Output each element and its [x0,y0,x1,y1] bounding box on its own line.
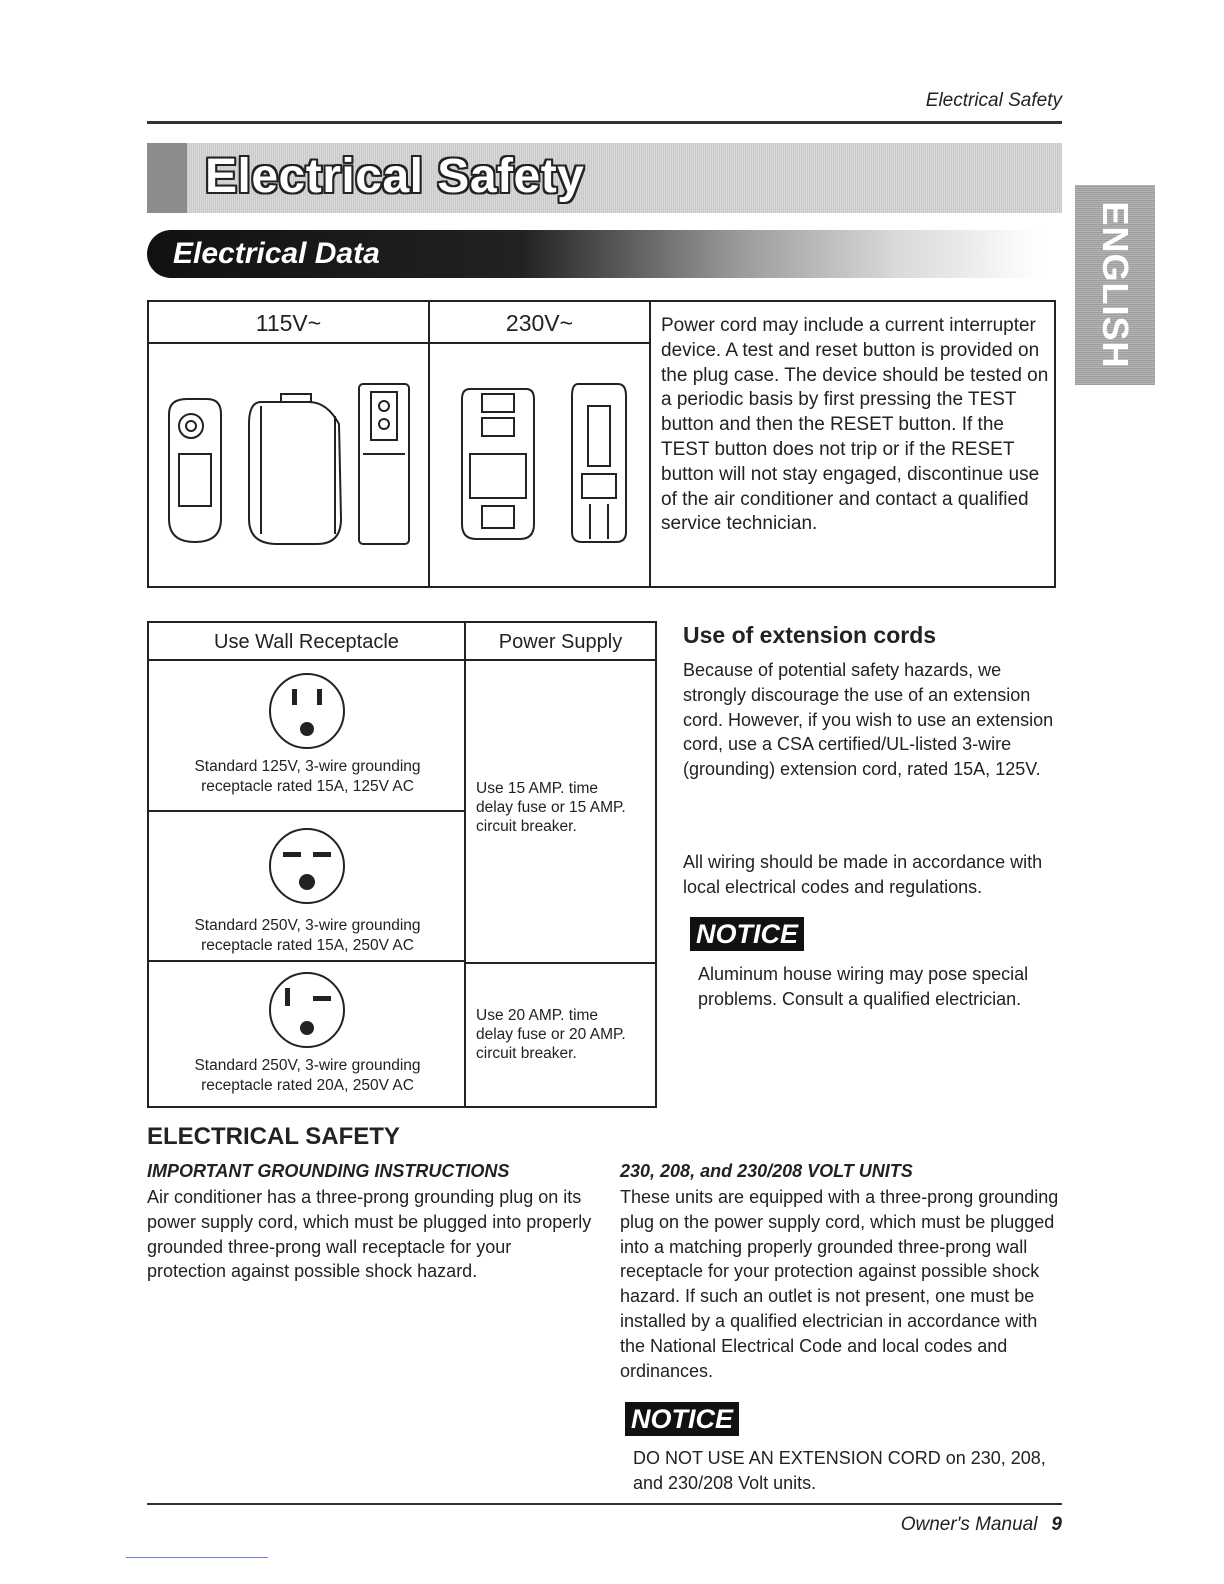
outlet-250v-20a-icon [267,970,347,1050]
power-supply-column [466,623,655,1106]
extension-cord-warning: DO NOT USE AN EXTENSION CORD on 230, 208, and 230/208 Volt units. [633,1448,1046,1493]
receptacle-row [149,661,464,812]
notice-badge: NOTICE [690,917,804,951]
supply-line: circuit breaker. [476,1045,577,1062]
supply-line: delay fuse or 15 AMP. [476,799,626,816]
caption-line: receptacle rated 15A, 250V AC [201,937,414,954]
receptacle-row [149,962,464,1108]
title-band-accent [147,143,187,213]
wiring-text: All wiring should be made in accordance with local electrical codes and regulations. [683,852,1043,897]
caption-line: Standard 250V, 3-wire grounding [194,1057,421,1074]
running-header: Electrical Safety [925,90,1062,111]
page-number: 9 [1051,1514,1062,1535]
receptacle-row [149,812,464,962]
supply-line: delay fuse or 20 AMP. [476,1026,626,1043]
gfci-description: Power cord may include a current interrupter device. A test and reset button is provided on the plug case. The device should be tested on a periodic basis by first pressing the TEST button and then the RESET button. If the TEST button does not trip or if the RESET button will not stay engaged, discontinue use of the air conditioner and contact a qualified service technician. [661,315,1049,535]
receptacle-caption [149,1056,466,1096]
electrical-data-table [147,300,1056,588]
notice-badge: NOTICE [625,1402,739,1436]
col-115v [149,302,430,586]
supply-line: Use 15 AMP. time [476,780,599,797]
caption-line: Standard 125V, 3-wire grounding [194,758,421,775]
receptacle-table [147,621,657,1108]
caption-line: receptacle rated 15A, 125V AC [201,778,414,795]
extension-text: Because of potential safety hazards, we strongly discourage the use of an extension cord. However, if you wish to use an extension cord, use a CSA certified/UL-listed 3-wire (grounding) extension cord, rated 15A, 125V. [683,660,1054,780]
grounding-text: Air conditioner has a three-prong grounding plug on its power supply cord, which must be plugged into properly grounded three-prong wall receptacle for your protection against possible shock hazard. [147,1187,592,1282]
receptacle-column [149,623,466,1106]
supply-line: Use 20 AMP. time [476,1007,599,1024]
grounding-heading: IMPORTANT GROUNDING INSTRUCTIONS [147,1161,510,1181]
power-supply-header: Power Supply [466,623,655,661]
receptacle-caption [149,757,466,797]
col-230v-header: 230V~ [430,302,649,344]
page-footer [901,1514,1062,1536]
title-band [147,143,1062,213]
language-tab [1075,185,1155,385]
volt-units-text: These units are equipped with a three-prong grounding plug on the power supply cord, which must be plugged into a matching properly grounded three-prong wall receptacle for your protection against possible shock hazard. If such an outlet is not present, one must be installed by a qualified electrician in accordance with the National Electrical Code and local codes and ordinances. [620,1187,1059,1381]
section-band [147,230,1042,278]
scan-artifact-line [126,1557,268,1558]
bottom-rule [147,1503,1062,1505]
caption-line: Standard 250V, 3-wire grounding [194,917,421,934]
top-rule [147,121,1062,124]
footer-manual: Owner's Manual [900,1514,1038,1535]
section-title: Electrical Data [173,237,380,270]
col-115v-header: 115V~ [149,302,428,344]
power-supply-divider [466,962,655,964]
outlet-125v-15a-icon [267,671,347,751]
plug-230v-illustration [430,344,649,584]
aluminum-notice-text: Aluminum house wiring may pose special problems. Consult a qualified electrician. [698,964,1029,1009]
col-230v [430,302,651,586]
power-supply-20a [476,1006,626,1063]
page-title: Electrical Safety [205,150,585,203]
outlet-250v-15a-icon [267,826,347,906]
plug-115v-illustration [149,344,428,584]
power-supply-15a [476,779,626,836]
receptacle-column-header: Use Wall Receptacle [149,623,464,661]
extension-heading: Use of extension cords [683,622,937,648]
receptacle-caption [149,916,466,956]
caption-line: receptacle rated 20A, 250V AC [201,1077,414,1094]
volt-units-heading: 230, 208, and 230/208 VOLT UNITS [620,1161,913,1181]
language-tab-label: ENGLISH [1095,201,1136,369]
electrical-safety-heading: ELECTRICAL SAFETY [147,1123,400,1150]
supply-line: circuit breaker. [476,818,577,835]
